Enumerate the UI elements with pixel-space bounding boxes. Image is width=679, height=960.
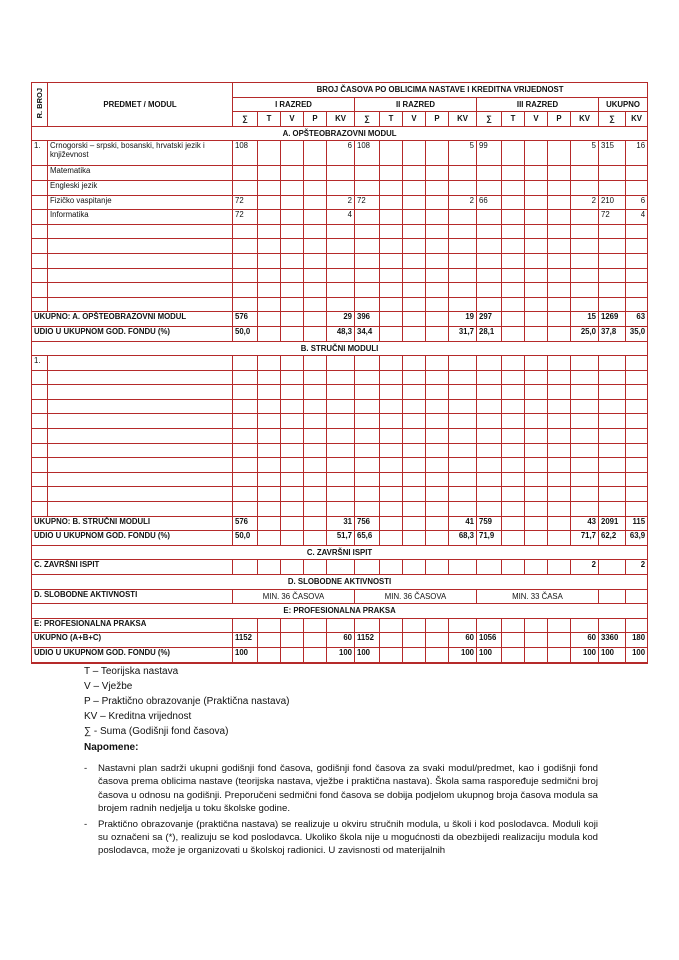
cell xyxy=(626,180,648,195)
cell: 29 xyxy=(327,312,355,327)
sub-header: KV xyxy=(449,112,477,127)
notes-list xyxy=(84,762,598,860)
cell xyxy=(355,210,380,225)
cell: 60 xyxy=(327,633,355,648)
predmet-header: PREDMET / MODUL xyxy=(48,83,233,127)
sub-header: V xyxy=(281,112,304,127)
share-row-b xyxy=(32,531,648,546)
cell: 72 xyxy=(233,195,258,210)
row-label: UDIO U UKUPNOM GOD. FONDU (%) xyxy=(32,326,233,341)
cell: 34,4 xyxy=(355,326,380,341)
cell: 2091 xyxy=(599,516,626,531)
subject-row xyxy=(32,180,648,195)
total-row-b xyxy=(32,516,648,531)
cell xyxy=(233,180,258,195)
cell xyxy=(233,166,258,181)
cell: 297 xyxy=(477,312,502,327)
cell: 15 xyxy=(571,312,599,327)
cell: 100 xyxy=(477,647,502,662)
cell xyxy=(327,166,355,181)
sub-header: T xyxy=(502,112,525,127)
sub-header: V xyxy=(525,112,548,127)
cell: 4 xyxy=(327,210,355,225)
cell xyxy=(477,180,502,195)
legend-item: V – Vježbe xyxy=(84,681,133,692)
empty-row xyxy=(32,370,648,385)
grand-share-row xyxy=(32,647,648,662)
cell: 2 xyxy=(626,560,648,575)
legend-item: KV – Kreditna vrijednost xyxy=(84,711,192,722)
cell: 100 xyxy=(599,647,626,662)
sub-header: ∑ xyxy=(355,112,380,127)
cell: MIN. 33 ČASA xyxy=(477,589,599,604)
cell xyxy=(449,210,477,225)
row-label: UKUPNO: B. STRUČNI MODULI xyxy=(32,516,233,531)
rbroj-header: R. BROJ xyxy=(32,83,48,127)
cell: 60 xyxy=(449,633,477,648)
cell: 100 xyxy=(233,647,258,662)
section-a-title: A. OPŠTEOBRAZOVNI MODUL xyxy=(32,126,648,141)
cell: 63 xyxy=(626,312,648,327)
section-b-title: B. STRUČNI MODULI xyxy=(32,341,648,356)
empty-row xyxy=(32,356,648,371)
cell: 315 xyxy=(599,141,626,166)
cell: 5 xyxy=(571,141,599,166)
empty-row xyxy=(32,297,648,312)
cell xyxy=(626,166,648,181)
row-label: E: PROFESIONALNA PRAKSA xyxy=(32,618,233,633)
section-e-title: E: PROFESIONALNA PRAKSA xyxy=(32,604,648,619)
sub-header: T xyxy=(258,112,281,127)
group-header: II RAZRED xyxy=(355,97,477,112)
cell: MIN. 36 ČASOVA xyxy=(233,589,355,604)
cell: 99 xyxy=(477,141,502,166)
free-activities-row xyxy=(32,589,648,604)
group-header: UKUPNO xyxy=(599,97,648,112)
cell: 756 xyxy=(355,516,380,531)
cell: 100 xyxy=(571,647,599,662)
cell: 759 xyxy=(477,516,502,531)
row-label: UKUPNO: A. OPŠTEOBRAZOVNI MODUL xyxy=(32,312,233,327)
sub-header: P xyxy=(304,112,327,127)
cell: 72 xyxy=(233,210,258,225)
row-label: C. ZAVRŠNI ISPIT xyxy=(32,560,233,575)
curriculum-table xyxy=(31,82,648,664)
cell: 72 xyxy=(599,210,626,225)
cell: 19 xyxy=(449,312,477,327)
cell: 71,7 xyxy=(571,531,599,546)
legend xyxy=(84,664,289,739)
subject-row xyxy=(32,210,648,225)
cell: 68,3 xyxy=(449,531,477,546)
sub-header: ∑ xyxy=(233,112,258,127)
empty-row xyxy=(32,224,648,239)
cell: 63,9 xyxy=(626,531,648,546)
note-item: - Praktično obrazovanje (praktična nastava) se realizuje u okviru stručnih modula, u školi i kod poslodavca. Moduli koji su označeni sa (*), realizuju se kod poslodavca. Ukoliko škola nije u mogućnosti da obezbijedi realizaciju modula kod poslodavca, može je organizovati u školskoj radionici. U zavisnosti od materijalnih xyxy=(84,818,598,858)
cell xyxy=(599,180,626,195)
cell: 576 xyxy=(233,312,258,327)
cell xyxy=(599,166,626,181)
subject-name: Informatika xyxy=(48,210,233,225)
cell: 1. xyxy=(32,356,48,371)
group-header: I RAZRED xyxy=(233,97,355,112)
empty-row xyxy=(32,472,648,487)
row-label: UDIO U UKUPNOM GOD. FONDU (%) xyxy=(32,531,233,546)
cell: 37,8 xyxy=(599,326,626,341)
empty-row xyxy=(32,253,648,268)
cell xyxy=(355,180,380,195)
empty-row xyxy=(32,458,648,473)
cell: 62,2 xyxy=(599,531,626,546)
subject-name: Fizičko vaspitanje xyxy=(48,195,233,210)
section-c-title: C. ZAVRŠNI ISPIT xyxy=(32,545,648,560)
cell: 1152 xyxy=(233,633,258,648)
cell: 100 xyxy=(327,647,355,662)
sub-header: ∑ xyxy=(599,112,626,127)
group-header: III RAZRED xyxy=(477,97,599,112)
empty-row xyxy=(32,502,648,517)
practice-row xyxy=(32,618,648,633)
cell xyxy=(327,180,355,195)
cell: 100 xyxy=(449,647,477,662)
cell: 576 xyxy=(233,516,258,531)
sub-header: KV xyxy=(626,112,648,127)
legend-item: P – Praktično obrazovanje (Praktična nastava) xyxy=(84,696,290,707)
cell: 48,3 xyxy=(327,326,355,341)
cell: 5 xyxy=(449,141,477,166)
grand-total-row xyxy=(32,633,648,648)
cell: 108 xyxy=(233,141,258,166)
empty-row xyxy=(32,283,648,298)
sub-header: P xyxy=(426,112,449,127)
sub-header: T xyxy=(380,112,403,127)
module-b-rows xyxy=(32,356,648,517)
section-d-title: D. SLOBODNE AKTIVNOSTI xyxy=(32,575,648,590)
row-label: D. SLOBODNE AKTIVNOSTI xyxy=(32,589,233,604)
cell: 180 xyxy=(626,633,648,648)
cell: 50,0 xyxy=(233,531,258,546)
cell xyxy=(449,180,477,195)
module-a-rows xyxy=(32,141,648,312)
empty-row xyxy=(32,268,648,283)
share-row-a xyxy=(32,326,648,341)
cell: 2 xyxy=(571,560,599,575)
cell: 1056 xyxy=(477,633,502,648)
cell: 72 xyxy=(355,195,380,210)
cell: MIN. 36 ČASOVA xyxy=(355,589,477,604)
sub-header: KV xyxy=(571,112,599,127)
sub-header: ∑ xyxy=(477,112,502,127)
empty-row xyxy=(32,399,648,414)
total-row-a xyxy=(32,312,648,327)
cell: 115 xyxy=(626,516,648,531)
subject-row xyxy=(32,141,648,166)
cell: 51,7 xyxy=(327,531,355,546)
cell: 1. xyxy=(32,141,48,166)
subject-name: Crnogorski – srpski, bosanski, hrvatski jezik i književnost xyxy=(48,141,233,166)
row-label: UDIO U UKUPNOM GOD. FONDU (%) xyxy=(32,647,233,662)
cell: 65,6 xyxy=(355,531,380,546)
cell: 31 xyxy=(327,516,355,531)
cell: 35,0 xyxy=(626,326,648,341)
cell: 100 xyxy=(626,647,648,662)
exam-row xyxy=(32,560,648,575)
sub-header: KV xyxy=(327,112,355,127)
legend-item: T – Teorijska nastava xyxy=(84,666,179,677)
sub-header: P xyxy=(548,112,571,127)
cell: 41 xyxy=(449,516,477,531)
cell: 71,9 xyxy=(477,531,502,546)
cell: 4 xyxy=(626,210,648,225)
sub-header: V xyxy=(403,112,426,127)
cell: 396 xyxy=(355,312,380,327)
cell: 2 xyxy=(327,195,355,210)
cell: 100 xyxy=(355,647,380,662)
row-label: UKUPNO (A+B+C) xyxy=(32,633,233,648)
empty-row xyxy=(32,443,648,458)
notes-title: Napomene: xyxy=(84,742,139,753)
note-item: - Nastavni plan sadrži ukupni godišnji fond časova, godišnji fond časova za svaki modul/predmet, kao i godišnji fond časova prema oblicima nastave (teorijska nastava, vježbe i praktična nastava). Škola sama raspoređuje sedmični broj časova u odnosu na godišnji. Preporučeni sedmični fond časova se dobija podjelom ukupnog broja časova modula sa brojem radnih nedjelja u toku školske godine. xyxy=(84,762,598,816)
cell: 2 xyxy=(571,195,599,210)
cell: 43 xyxy=(571,516,599,531)
cell: 28,1 xyxy=(477,326,502,341)
cell: 1269 xyxy=(599,312,626,327)
cell: 60 xyxy=(571,633,599,648)
empty-row xyxy=(32,414,648,429)
main-header: BROJ ČASOVA PO OBLICIMA NASTAVE I KREDITNA VRIJEDNOST xyxy=(233,83,648,98)
cell: 31,7 xyxy=(449,326,477,341)
cell xyxy=(355,166,380,181)
empty-row xyxy=(32,429,648,444)
cell: 210 xyxy=(599,195,626,210)
cell xyxy=(477,166,502,181)
cell: 25,0 xyxy=(571,326,599,341)
empty-row xyxy=(32,385,648,400)
cell: 16 xyxy=(626,141,648,166)
legend-item: ∑ - Suma (Godišnji fond časova) xyxy=(84,726,229,737)
subject-row xyxy=(32,166,648,181)
cell xyxy=(571,180,599,195)
cell: 1152 xyxy=(355,633,380,648)
cell xyxy=(477,210,502,225)
cell xyxy=(571,166,599,181)
cell: 6 xyxy=(626,195,648,210)
cell xyxy=(449,166,477,181)
cell: 108 xyxy=(355,141,380,166)
empty-row xyxy=(32,239,648,254)
empty-row xyxy=(32,487,648,502)
cell: 66 xyxy=(477,195,502,210)
cell xyxy=(571,210,599,225)
subject-name: Engleski jezik xyxy=(48,180,233,195)
subject-row xyxy=(32,195,648,210)
subject-name: Matematika xyxy=(48,166,233,181)
cell: 50,0 xyxy=(233,326,258,341)
cell: 6 xyxy=(327,141,355,166)
cell: 2 xyxy=(449,195,477,210)
cell: 3360 xyxy=(599,633,626,648)
